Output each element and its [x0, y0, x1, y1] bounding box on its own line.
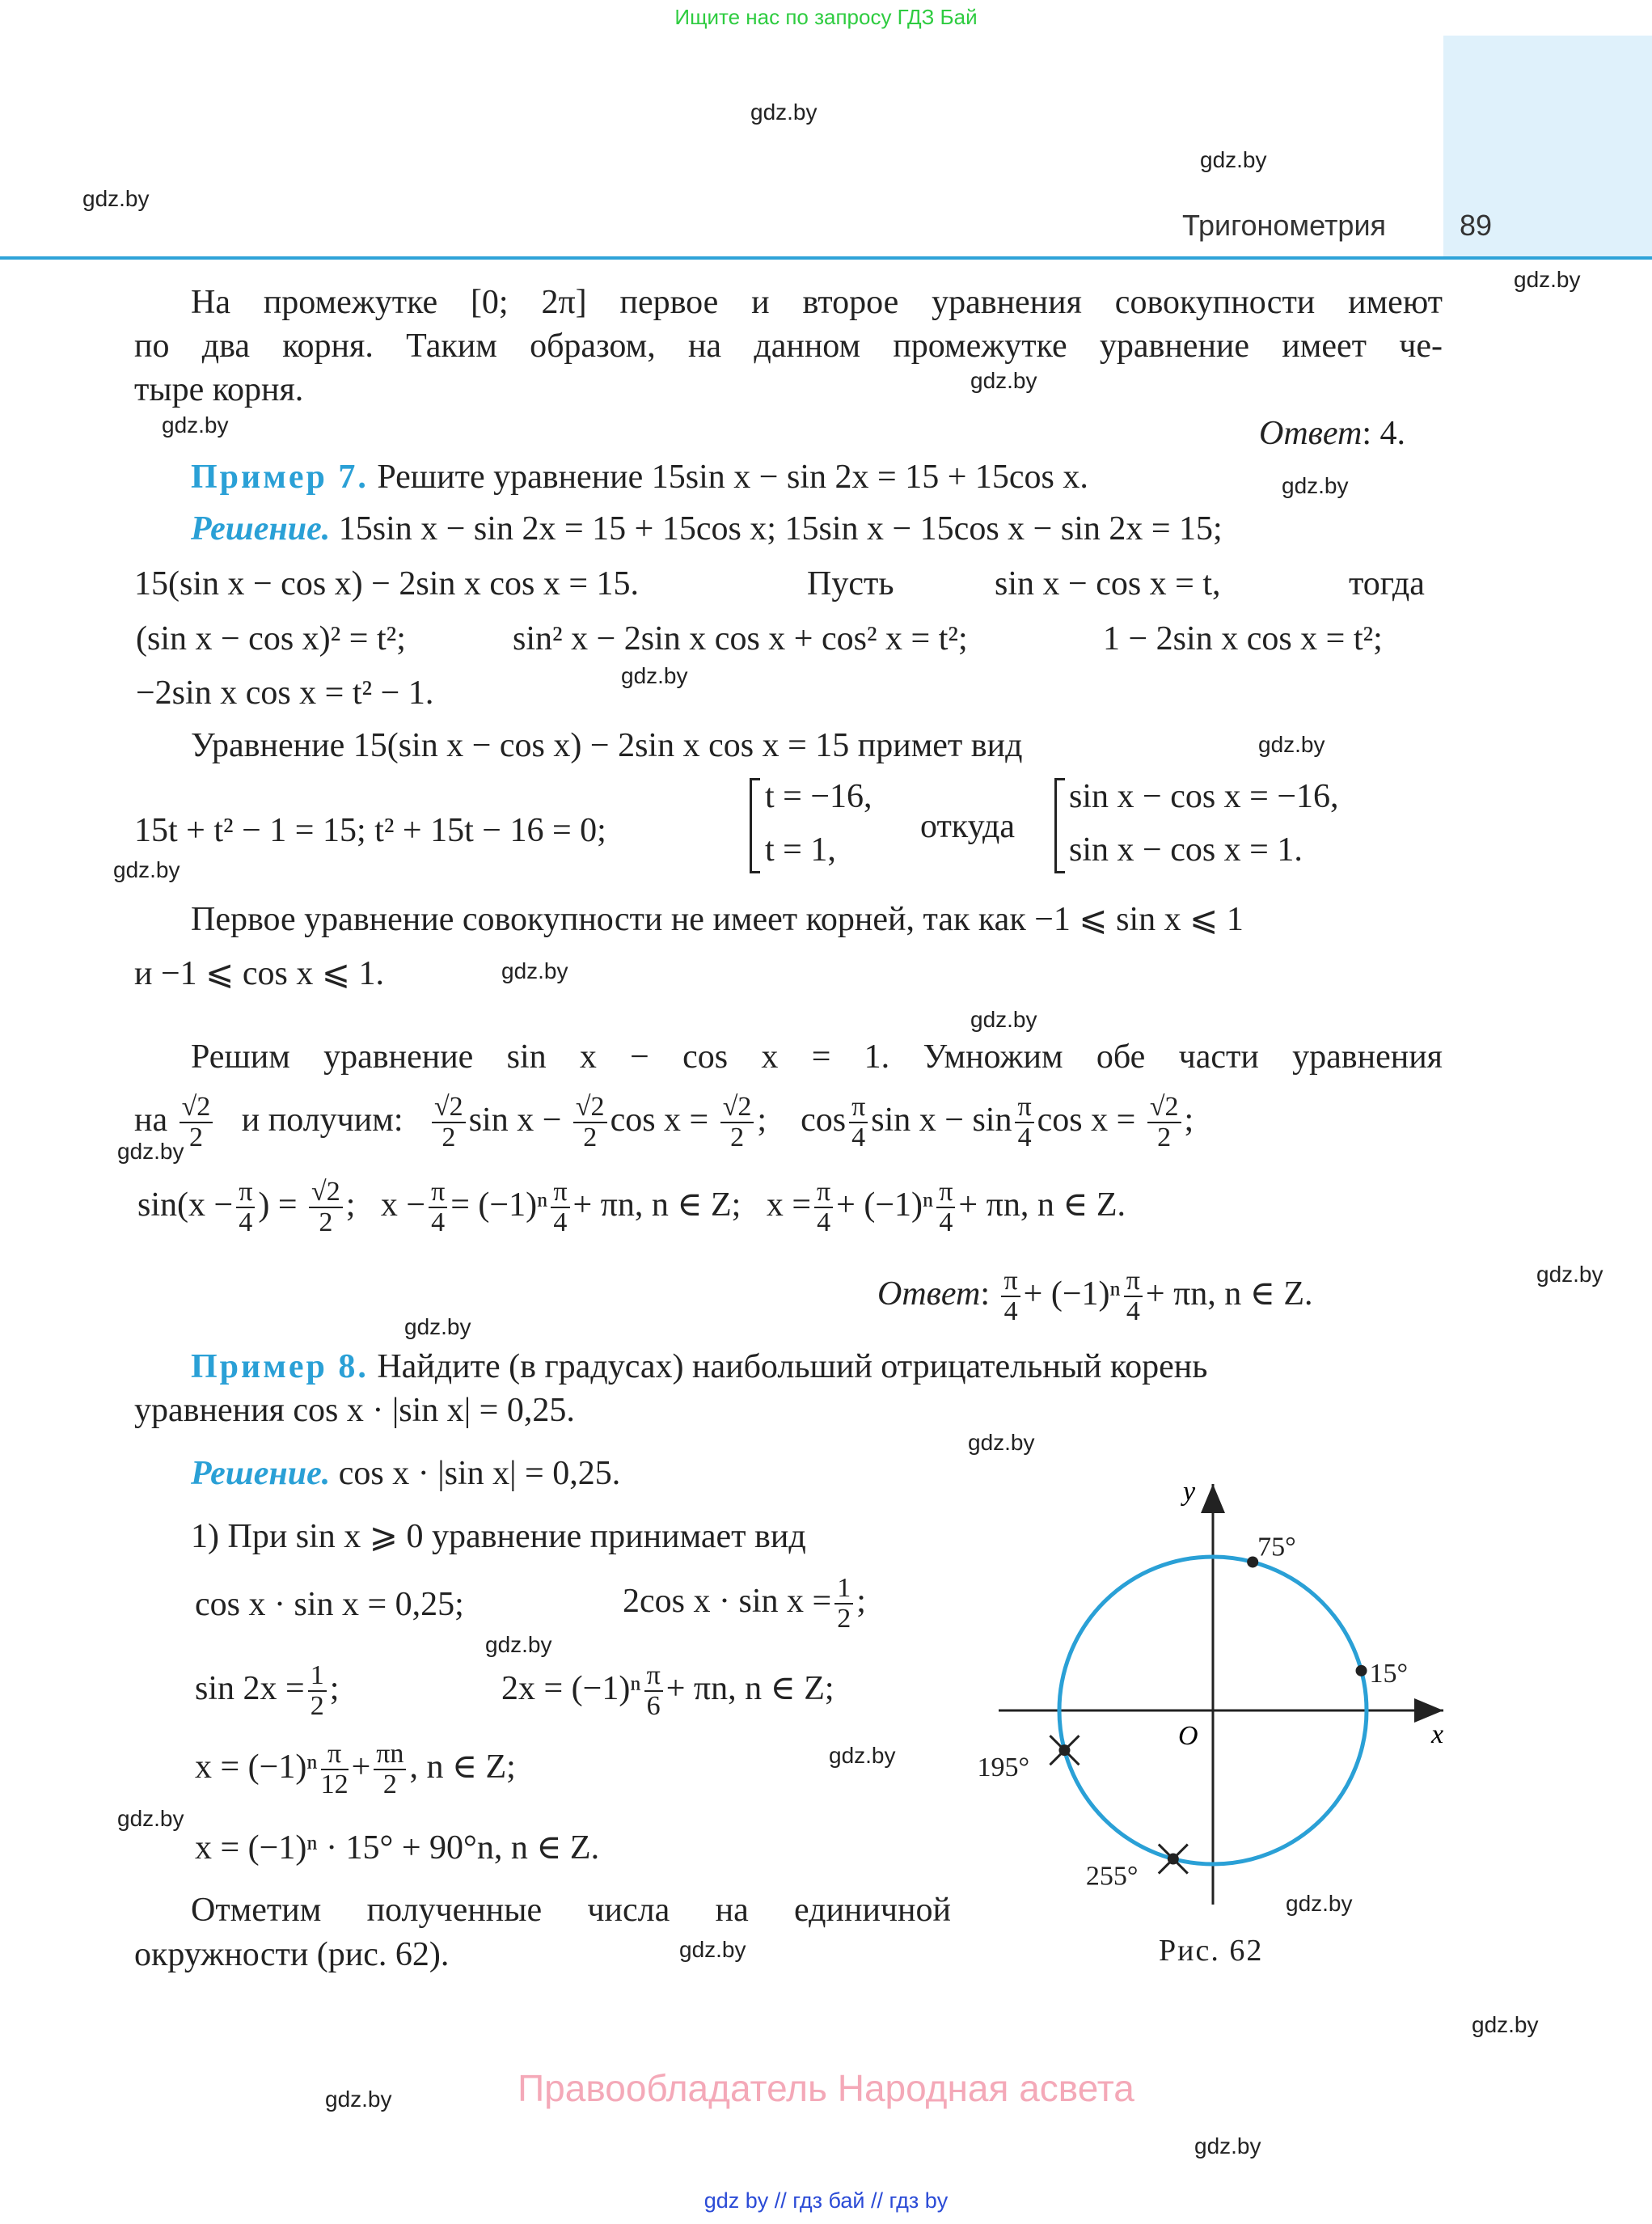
case-line: 1) При sin x ⩾ 0 уравнение принимает вид: [191, 1518, 806, 1555]
paragraph-line: по два корня. Таким образом, на данном промежутке уравнение имеет че-: [134, 328, 1443, 365]
watermark: gdz.by: [501, 958, 568, 983]
solution-label: Решение.: [191, 1455, 331, 1492]
fraction: $\frac{\pi}{4}$: [1015, 1093, 1033, 1152]
fraction: $\frac{\pi}{12}$: [320, 1739, 349, 1800]
system-bracket: [1054, 778, 1065, 873]
angle-label: 15°: [1369, 1658, 1409, 1689]
formula-word: тогда: [1349, 565, 1425, 603]
formula-piece: sin x − cos x = t,: [995, 565, 1221, 603]
solution-line: Решение. cos x · |sin x| = 0,25.: [191, 1455, 621, 1492]
watermark: gdz.by: [113, 857, 180, 882]
watermark: gdz.by: [1194, 2133, 1261, 2158]
fraction: $\frac{√2}{2}$: [309, 1178, 343, 1237]
paragraph-line: На промежутке [0; 2π] первое и второе уравнения совокупности имеют: [191, 284, 1443, 321]
watermark: gdz.by: [1258, 732, 1325, 757]
angle-label: 195°: [977, 1753, 1030, 1783]
system-bracket: [750, 778, 760, 873]
page-number: 89: [1460, 209, 1493, 242]
formula-word: откуда: [920, 808, 1015, 845]
watermark: gdz.by: [1282, 473, 1349, 498]
watermark: gdz.by: [404, 1314, 471, 1339]
system-equation: sin x − cos x = 1.: [1069, 831, 1303, 869]
fraction: $\frac{√2}{2}$: [1147, 1093, 1181, 1152]
formula-piece: sin 2x = $\frac{1}{2}$ ;: [195, 1660, 340, 1722]
example-task: Решите уравнение 15sin x − sin 2x = 15 + 15cos x.: [377, 459, 1088, 496]
solution-text: 15sin x − sin 2x = 15 + 15cos x; 15sin x − 15cos x − sin 2x = 15;: [338, 510, 1223, 548]
top-banner[interactable]: Ищите нас по запросу ГДЗ Бай: [674, 5, 978, 29]
watermark: gdz.by: [82, 186, 150, 211]
formula-line: на $\frac{√2}{2}$ и получим: $\frac{√2}{2}$ sin x − $\frac{√2}{2}$ cos x = $\frac{√2}{2}$ ; cos $\frac{\pi}{4}$ sin x − sin $\frac{\pi}{4}$ cos x = $\frac{√2}{2}$ ;: [134, 1092, 1194, 1153]
figure-caption: Рис. 62: [1159, 1934, 1264, 1968]
y-axis-label: y: [1183, 1477, 1196, 1507]
origin-label: O: [1178, 1721, 1198, 1751]
watermark: gdz.by: [117, 1806, 184, 1831]
fraction: $\frac{√2}{2}$: [432, 1093, 466, 1152]
example-task: уравнения cos x · |sin x| = 0,25.: [134, 1392, 575, 1429]
paragraph-line: окружности (рис. 62).: [134, 1936, 450, 1973]
fraction: $\frac{1}{2}$: [834, 1574, 853, 1634]
formula-line: −2sin x cos x = t² − 1.: [136, 674, 434, 712]
example-label: Пример 8.: [191, 1348, 369, 1385]
paragraph-line: Отметим полученные числа на единичной: [191, 1892, 951, 1929]
fraction: $\frac{√2}{2}$: [720, 1093, 754, 1152]
formula-piece: x = (−1)ⁿ $\frac{\pi}{12}$ + $\frac{\pi n}{2}$ , n ∈ Z;: [195, 1739, 516, 1800]
x-axis-label: x: [1431, 1719, 1444, 1749]
formula-line: Решим уравнение sin x − cos x = 1. Умножим обе части уравнения: [191, 1038, 1443, 1076]
watermark: gdz.by: [1286, 1891, 1353, 1916]
answer-p1: [1259, 412, 1405, 455]
example-8-heading: [191, 1345, 1207, 1389]
fraction: $\frac{\pi}{4}$: [814, 1178, 833, 1237]
section-title: Тригонометрия: [1182, 209, 1387, 242]
solution-label: Решение.: [191, 510, 331, 548]
fraction: $\frac{√2}{2}$: [573, 1093, 607, 1152]
fraction: $\frac{\pi}{6}$: [644, 1661, 663, 1721]
fraction: $\frac{\pi}{4}$: [429, 1178, 447, 1237]
watermark: gdz.by: [970, 368, 1037, 393]
watermark: gdz.by: [829, 1743, 896, 1768]
solution-line: [191, 507, 1223, 551]
system-equation: t = 1,: [765, 831, 836, 869]
fraction: $\frac{\pi}{4}$: [236, 1178, 255, 1237]
fraction: $\frac{\pi}{4}$: [1001, 1266, 1020, 1326]
watermark: gdz.by: [1200, 147, 1267, 172]
answer-label: Ответ: [877, 1275, 981, 1313]
formula-piece: 2cos x · sin x = $\frac{1}{2}$ ;: [623, 1573, 866, 1634]
unit-circle-figure: [977, 1468, 1468, 1921]
formula-piece: 1 − 2sin x cos x = t²;: [1103, 620, 1383, 657]
angle-label: 75°: [1257, 1532, 1296, 1562]
example-7-heading: [191, 455, 1088, 499]
fraction: $\frac{\pi}{4}$: [551, 1178, 569, 1237]
formula-line: 15t + t² − 1 = 15; t² + 15t − 16 = 0;: [134, 812, 606, 849]
fraction: $\frac{\pi n}{2}$: [374, 1740, 406, 1799]
fraction: $\frac{√2}{2}$: [180, 1093, 213, 1152]
paragraph-line: тыре корня.: [134, 371, 304, 408]
circle-point: [1356, 1665, 1367, 1676]
watermark: gdz.by: [117, 1139, 184, 1164]
formula-piece: sin² x − 2sin x cos x + cos² x = t²;: [513, 620, 968, 657]
fraction: $\frac{\pi}{4}$: [849, 1093, 868, 1152]
answer-label: Ответ: [1259, 415, 1363, 452]
fraction: $\frac{\pi}{4}$: [1124, 1266, 1143, 1326]
watermark: gdz.by: [679, 1937, 746, 1962]
copyright-note: Правообладатель Народная асвета: [518, 2067, 1134, 2109]
fraction: $\frac{1}{2}$: [308, 1661, 327, 1721]
formula-word: и получим:: [241, 1101, 403, 1139]
circle-point: [1247, 1556, 1258, 1567]
answer-value: : 4.: [1362, 415, 1405, 452]
footer-links[interactable]: gdz by // гдз бай // гдз by: [703, 2188, 949, 2213]
watermark: gdz.by: [968, 1430, 1035, 1455]
answer-ex7: Ответ: $\frac{\pi}{4}$ + (−1)ⁿ $\frac{\pi}{4}$ + πn, n ∈ Z.: [877, 1266, 1313, 1327]
system-equation: sin x − cos x = −16,: [1069, 778, 1339, 815]
example-task: Найдите (в градусах) наибольший отрицательный корень: [377, 1348, 1208, 1385]
header-rule: [0, 256, 1652, 260]
watermark: gdz.by: [750, 99, 818, 125]
example-label: Пример 7.: [191, 459, 369, 496]
formula-piece: (sin x − cos x)² = t²;: [136, 620, 406, 657]
watermark: gdz.by: [1536, 1262, 1603, 1287]
watermark: gdz.by: [1472, 2012, 1539, 2037]
formula-piece: cos x · sin x = 0,25;: [195, 1586, 464, 1623]
formula-word: на: [134, 1101, 168, 1139]
fraction: $\frac{\pi}{4}$: [936, 1178, 955, 1237]
formula-line: 15(sin x − cos x) − 2sin x cos x = 15.: [134, 565, 640, 603]
watermark: gdz.by: [325, 2087, 392, 2112]
system-equation: t = −16,: [765, 778, 872, 815]
angle-label: 255°: [1085, 1861, 1139, 1892]
watermark: gdz.by: [621, 663, 688, 688]
formula-piece: x = (−1)ⁿ · 15° + 90°n, n ∈ Z.: [195, 1829, 600, 1867]
watermark: gdz.by: [162, 412, 229, 438]
formula-line: Первое уравнение совокупности не имеет корней, так как −1 ⩽ sin x ⩽ 1: [191, 901, 1244, 938]
watermark: gdz.by: [485, 1632, 552, 1657]
formula-line: Уравнение 15(sin x − cos x) − 2sin x cos x = 15 примет вид: [191, 727, 1023, 764]
formula-line: и −1 ⩽ cos x ⩽ 1.: [134, 955, 385, 992]
formula-word: Пусть: [807, 565, 894, 603]
watermark: gdz.by: [1514, 267, 1581, 292]
watermark: gdz.by: [970, 1007, 1037, 1032]
formula-line: sin(x − $\frac{\pi}{4}$ ) = $\frac{√2}{2}$ ; x − $\frac{\pi}{4}$ = (−1)ⁿ $\frac{\pi}{4}$ + πn, n ∈ Z; x = $\frac{\pi}{4}$ + (−1)ⁿ $\frac{\pi}{4}$ + πn, n ∈ Z.: [137, 1177, 1126, 1238]
formula-piece: 2x = (−1)ⁿ $\frac{\pi}{6}$ + πn, n ∈ Z;: [501, 1660, 834, 1722]
